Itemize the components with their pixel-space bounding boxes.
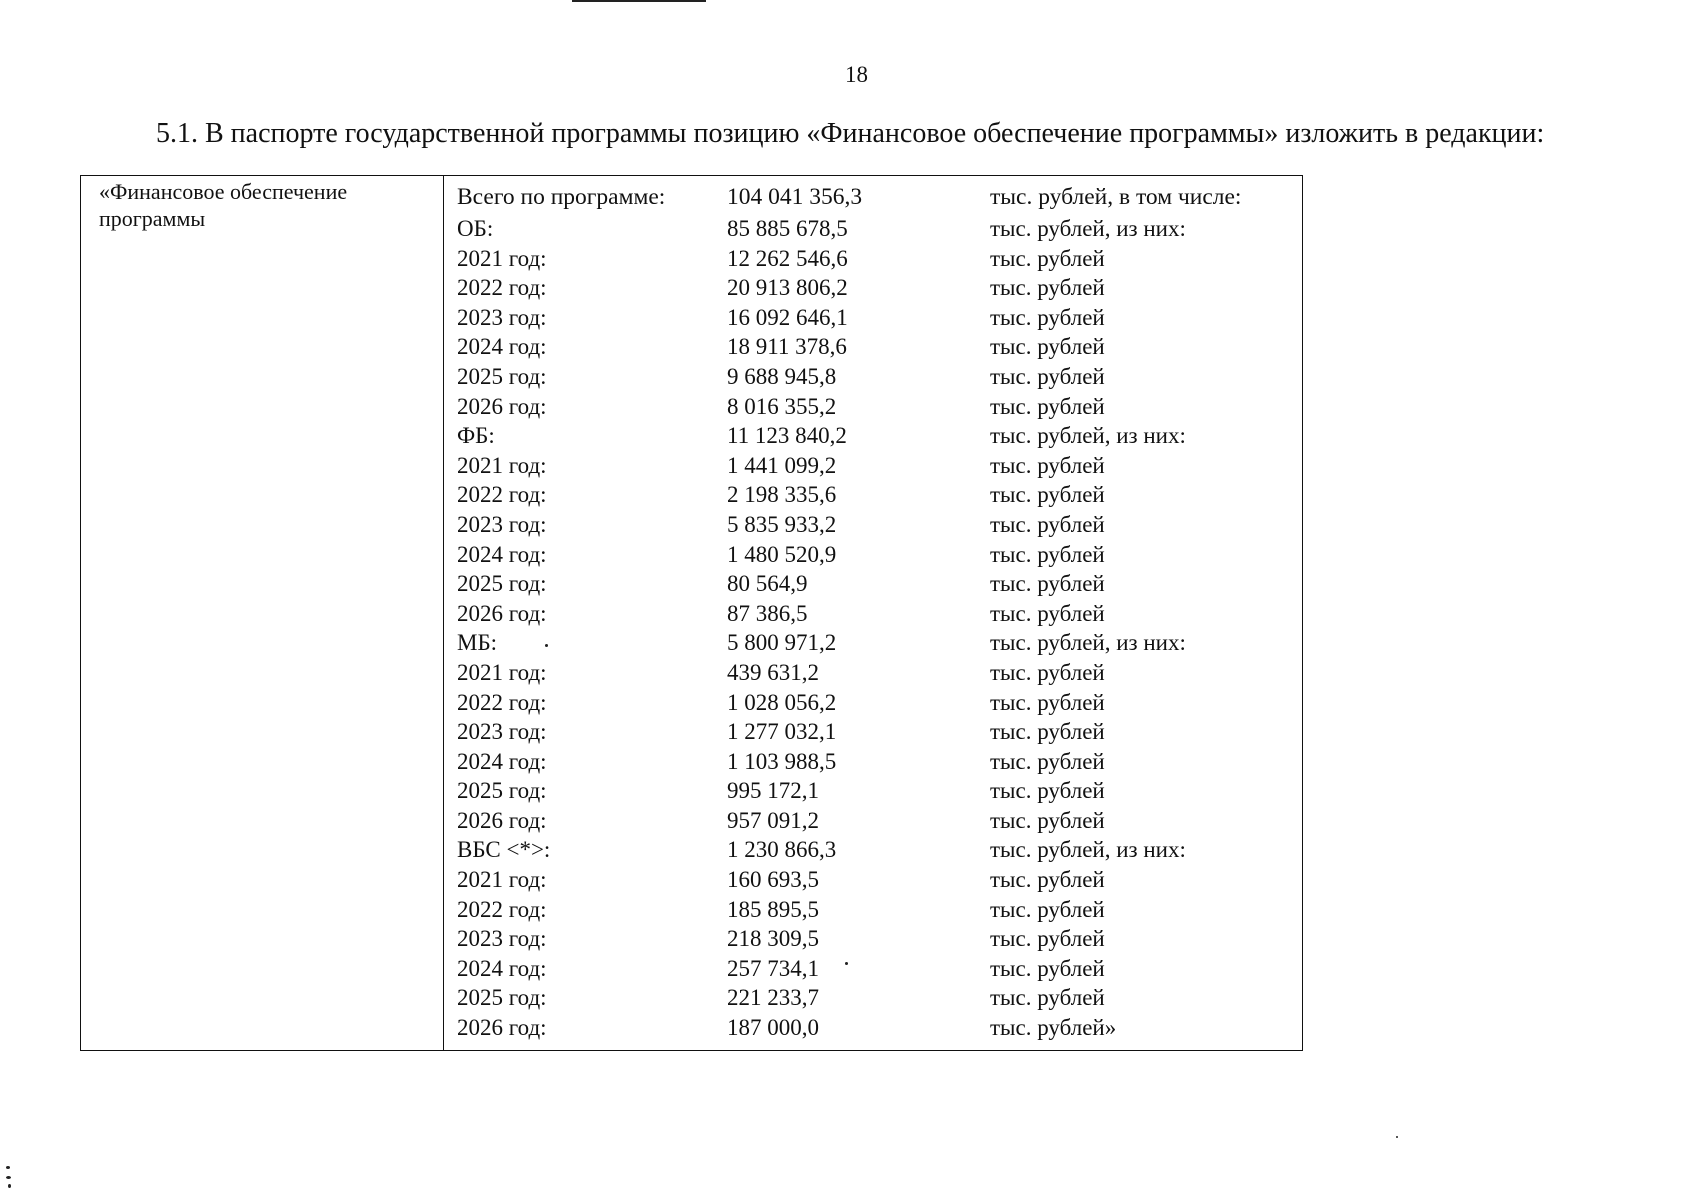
row-value: 185 895,5 — [727, 896, 819, 922]
row-unit: тыс. рублей — [990, 778, 1105, 804]
row-label: 2024 год: — [457, 955, 547, 981]
row-label: Всего по программе: — [457, 184, 666, 210]
row-value: 1 028 056,2 — [727, 689, 837, 715]
row-label: 2021 год: — [457, 867, 547, 893]
row-unit: тыс. рублей — [990, 245, 1105, 271]
row-unit: тыс. рублей — [990, 334, 1105, 360]
financing-row — [457, 540, 1302, 570]
row-label: ОБ: — [457, 216, 494, 241]
financing-row — [457, 688, 1302, 718]
row-unit: тыс. рублей — [990, 896, 1105, 922]
row-label: 2024 год: — [457, 541, 547, 567]
financing-row — [457, 569, 1302, 599]
row-value: 1 277 032,1 — [727, 719, 837, 745]
row-label: 2025 год: — [457, 571, 547, 597]
row-unit: тыс. рублей — [990, 511, 1105, 537]
financing-row — [457, 451, 1302, 481]
row-value: 85 885 678,5 — [727, 216, 848, 241]
passport-table — [80, 175, 1303, 1051]
row-label: 2022 год: — [457, 689, 547, 715]
row-label: 2026 год: — [457, 807, 547, 833]
financing-row — [457, 717, 1302, 747]
row-unit: тыс. рублей — [990, 659, 1105, 685]
row-label: ФБ: — [457, 423, 495, 449]
row-value: 18 911 378,6 — [727, 334, 847, 360]
row-unit: тыс. рублей — [990, 393, 1105, 419]
row-label: 2023 год: — [457, 511, 547, 537]
financing-row — [457, 983, 1302, 1013]
row-label: 2021 год: — [457, 452, 547, 478]
row-unit: тыс. рублей, из них: — [990, 630, 1186, 656]
row-value: 1 103 988,5 — [727, 748, 837, 774]
row-value: 5 835 933,2 — [727, 511, 837, 537]
row-label: 2021 год: — [457, 659, 547, 685]
row-unit: тыс. рублей — [990, 719, 1105, 745]
row-value: 160 693,5 — [727, 867, 819, 893]
top-rule — [572, 0, 706, 2]
financing-row — [457, 599, 1302, 629]
row-unit: тыс. рублей — [990, 955, 1105, 981]
row-unit: тыс. рублей, из них: — [990, 216, 1186, 241]
row-unit: тыс. рублей — [990, 482, 1105, 508]
financing-row — [457, 835, 1302, 865]
row-unit: тыс. рублей — [990, 363, 1105, 389]
row-unit: тыс. рублей — [990, 275, 1105, 301]
row-value: 20 913 806,2 — [727, 275, 848, 301]
row-value: 5 800 971,2 — [727, 630, 837, 656]
page-number: 18 — [845, 62, 868, 87]
financing-row — [457, 480, 1302, 510]
row-value: 12 262 546,6 — [727, 245, 848, 271]
row-label: 2024 год: — [457, 748, 547, 774]
row-unit: тыс. рублей — [990, 985, 1105, 1011]
position-name-cell: «Финансовое обеспечение программы — [81, 176, 444, 1050]
row-unit: тыс. рублей — [990, 571, 1105, 597]
row-unit: тыс. рублей — [990, 807, 1105, 833]
row-value: 2 198 335,6 — [727, 482, 837, 508]
scan-speck — [845, 962, 848, 965]
row-unit: тыс. рублей, из них: — [990, 837, 1186, 863]
financing-row — [457, 776, 1302, 806]
row-label: 2022 год: — [457, 275, 547, 301]
row-unit: тыс. рублей, из них: — [990, 423, 1186, 449]
scan-speck — [6, 1166, 10, 1169]
financing-row — [457, 895, 1302, 925]
row-label: 2023 год: — [457, 926, 547, 952]
row-unit: тыс. рублей — [990, 748, 1105, 774]
financing-row — [457, 421, 1302, 451]
row-unit: тыс. рублей — [990, 304, 1105, 330]
row-value: 957 091,2 — [727, 807, 819, 833]
financing-row — [457, 658, 1302, 688]
row-label: 2026 год: — [457, 393, 547, 419]
row-label: 2025 год: — [457, 985, 547, 1011]
row-label: МБ: — [457, 630, 498, 656]
row-value: 1 441 099,2 — [727, 452, 837, 478]
row-label: 2025 год: — [457, 363, 547, 389]
scan-speck — [545, 644, 548, 647]
row-value: 257 734,1 — [727, 955, 819, 981]
financing-row — [457, 303, 1302, 333]
row-unit: тыс. рублей — [990, 600, 1105, 626]
row-value: 8 016 355,2 — [727, 393, 837, 419]
row-label: 2022 год: — [457, 482, 547, 508]
row-label: 2023 год: — [457, 304, 547, 330]
row-value: 11 123 840,2 — [727, 423, 847, 449]
row-label: 2024 год: — [457, 334, 547, 360]
financing-row — [457, 628, 1302, 658]
row-label: 2021 год: — [457, 245, 547, 271]
row-label: 2026 год: — [457, 600, 547, 626]
row-value: 9 688 945,8 — [727, 363, 837, 389]
financing-row — [457, 362, 1302, 392]
row-value: 995 172,1 — [727, 778, 819, 804]
row-unit: тыс. рублей — [990, 926, 1105, 952]
row-value: 80 564,9 — [727, 571, 808, 597]
row-value: 218 309,5 — [727, 926, 819, 952]
row-label: 2023 год: — [457, 719, 547, 745]
financing-row — [457, 180, 1302, 214]
row-value: 187 000,0 — [727, 1015, 819, 1041]
row-unit: тыс. рублей — [990, 867, 1105, 893]
row-unit: тыс. рублей — [990, 541, 1105, 567]
financing-row — [457, 510, 1302, 540]
row-value: 87 386,5 — [727, 600, 808, 626]
row-label: 2026 год: — [457, 1015, 547, 1041]
scan-speck — [1396, 1136, 1398, 1138]
financing-row — [457, 806, 1302, 836]
financing-row — [457, 214, 1302, 244]
row-unit: тыс. рублей» — [990, 1015, 1117, 1041]
row-label: 2025 год: — [457, 778, 547, 804]
row-unit: тыс. рублей — [990, 689, 1105, 715]
financing-row — [457, 954, 1302, 984]
row-label: ВБС <*>: — [457, 837, 551, 863]
financing-row — [457, 865, 1302, 895]
row-unit: тыс. рублей, в том числе: — [990, 184, 1242, 210]
row-value: 104 041 356,3 — [727, 184, 863, 210]
financing-row — [457, 332, 1302, 362]
amendment-intro: 5.1. В паспорте государственной программы позицию «Финансовое обеспечение программы» изложить в редакции: — [156, 118, 1545, 149]
row-value: 16 092 646,1 — [727, 304, 848, 330]
row-label: 2022 год: — [457, 896, 547, 922]
financing-rows — [457, 180, 1302, 1043]
scan-speck — [8, 1184, 11, 1188]
row-value: 439 631,2 — [727, 659, 819, 685]
financing-row — [457, 747, 1302, 777]
row-value: 1 480 520,9 — [727, 541, 837, 567]
financing-row — [457, 924, 1302, 954]
row-value: 1 230 866,3 — [727, 837, 837, 863]
row-value: 221 233,7 — [727, 985, 819, 1011]
scan-speck — [6, 1176, 11, 1179]
financing-row — [457, 392, 1302, 422]
financing-row — [457, 1013, 1302, 1043]
row-unit: тыс. рублей — [990, 452, 1105, 478]
financing-row — [457, 273, 1302, 303]
financing-row — [457, 244, 1302, 274]
